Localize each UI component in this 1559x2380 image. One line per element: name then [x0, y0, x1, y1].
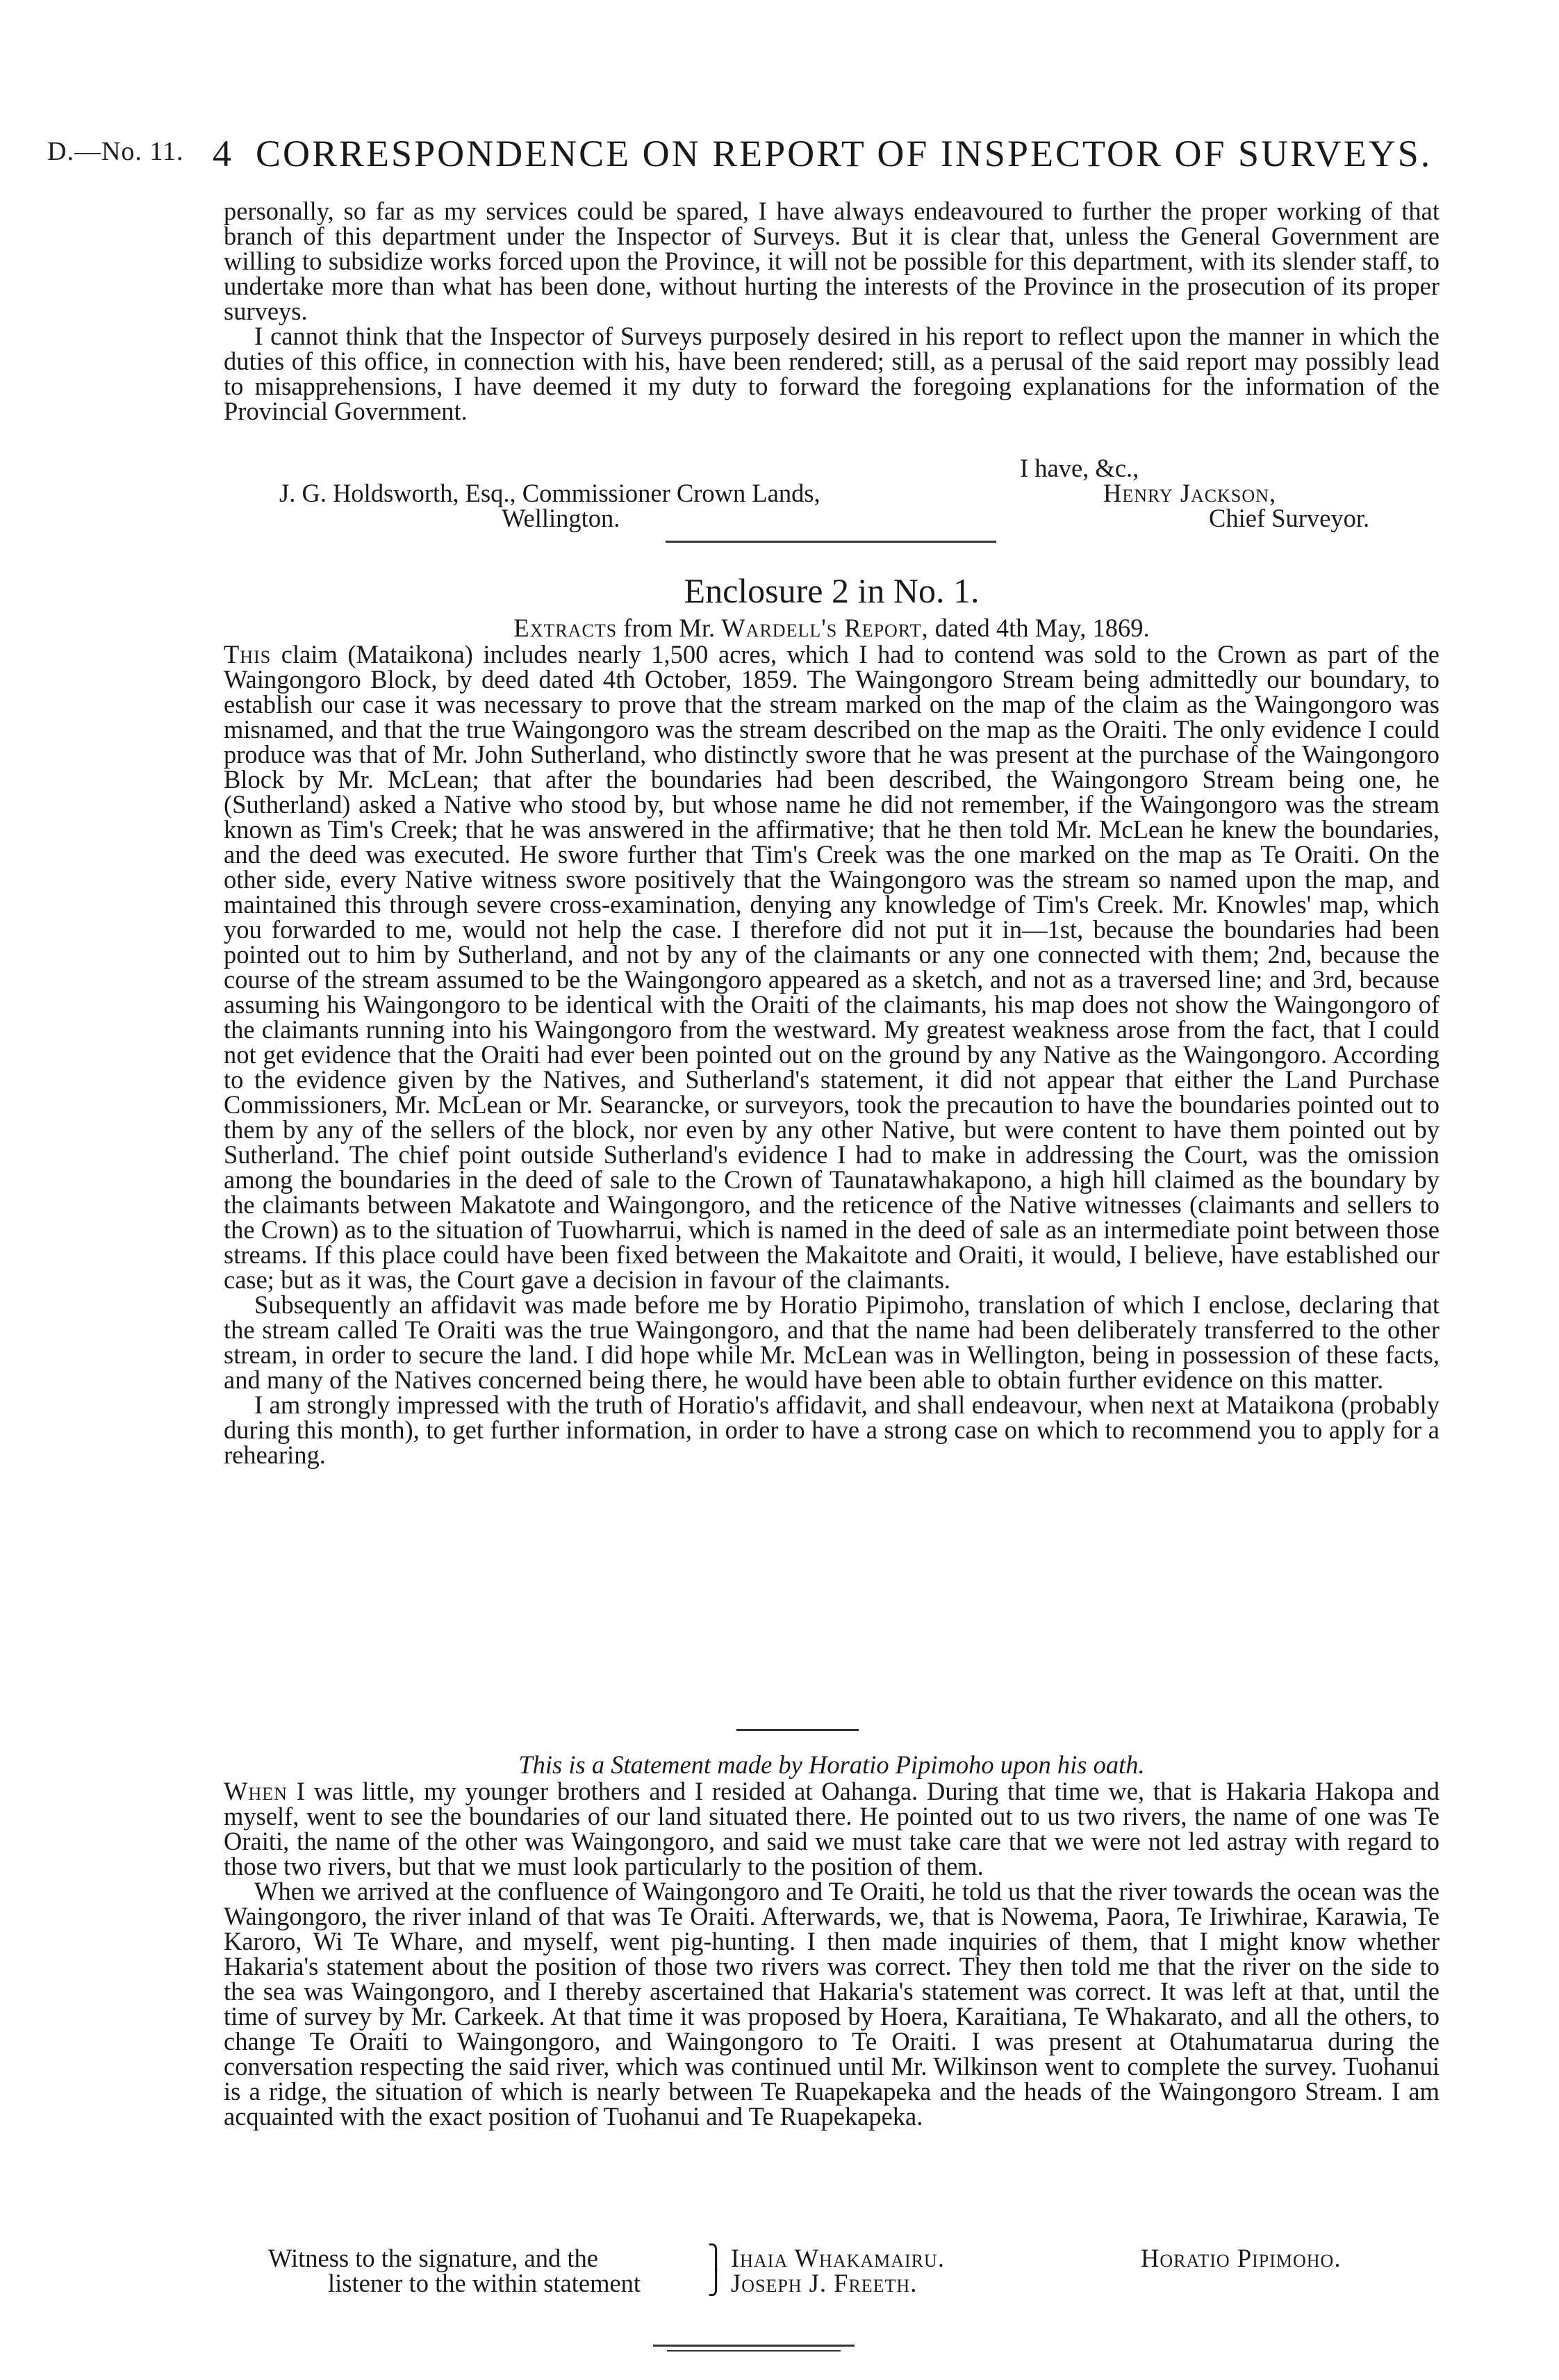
section-divider [666, 541, 996, 543]
letter-paragraph: I cannot think that the Inspector of Surveys purposely desired in his report to reflect upon the manner in which the duties of this office, in connection with his, have been rendered; still, as a perusal of the said report may possibly lead to misapprehensions, I have deemed it my duty to forward the foregoing explanations for the information of the Provincial Government. [224, 322, 1440, 425]
brace-glyph: ⎭ [707, 2270, 725, 2296]
brace-glyph: ⎫ [707, 2245, 725, 2271]
witness-name-1: Ihaia Whakamairu. [731, 2244, 945, 2272]
enclosure-subheading [224, 614, 1440, 642]
enclosure-paragraph: Subsequently an affidavit was made before me by Horatio Pipimoho, translation of which I enclose, declaring that the stream called Te Oraiti was the true Waingongoro, and that the name had been deliberately transferred to the other stream, in order to secure the land. I did hope while Mr. McLean was in Wellington, being in possession of these facts, and many of the Natives concerned being there, he would have been able to obtain further evidence on this matter. [224, 1290, 1440, 1394]
statement-first-word: When [224, 1777, 288, 1805]
statement-paragraph [224, 1779, 1440, 1879]
enclosure-paragraph: I am strongly impressed with the truth of Horatio's affidavit, and shall endeavour, when next at Mataikona (probably during this month), to get further information, in order to have a strong case on which to recommend you to apply for a rehearing. [224, 1390, 1440, 1469]
witness-label-1: Witness to the signature, and the [268, 2244, 598, 2272]
short-divider [736, 1729, 859, 1731]
statement-signatory: Horatio Pipimoho. [1141, 2244, 1342, 2272]
subheading-from: from Mr. [623, 614, 716, 642]
enclosure-paragraph [224, 642, 1440, 1292]
subheading-lead: Extracts [513, 614, 618, 642]
running-header [47, 132, 1444, 181]
witness-name-2: Joseph J. Freeth. [731, 2269, 918, 2297]
statement-title: This is a Statement made by Horatio Pipimoho upon his oath. [518, 1750, 1145, 1779]
letter-signoff [224, 456, 1440, 531]
letter-paragraph: personally, so far as my services could be spared, I have always endeavoured to further the proper working of that branch of this department under the Inspector of Surveys. But it is clear that, unless the General Government are willing to subsidize works forced upon the Province, it will not be possible for this department, with its slender staff, to undertake more than what has been done, without hurting the interests of the Province in the prosecution of its proper surveys. [224, 197, 1440, 325]
addressee-place: Wellington. [502, 504, 620, 532]
subheading-name: Wardell's Report, [721, 614, 929, 642]
addressee: J. G. Holdsworth, Esq., Commissioner Crown Lands, [279, 479, 820, 507]
statement-paragraph: When we arrived at the confluence of Waingongoro and Te Oraiti, he told us that the river towards the ocean was the Waingongoro, the river inland of that was Te Oraiti. Afterwards, we, that is Nowema, Paora, Te Iriwhirae, Karawia, Te Karoro, Wi Te Whare, and myself, went pig-hunting. I then made inquiries of them, that I might know whether Hakaria's statement about the position of those two rivers was correct. They then told me that the river on the side to the sea was Waingongoro, and I thereby ascertained that Hakaria's statement was correct. It was left at that, until the time of survey by Mr. Carkeek. At that time it was proposed by Hoera, Karaitiana, Te Whakarato, and all the others, to change Te Oraiti to Waingongoro, and Waingongoro to Te Oraiti. I was present at Otahumatarua during the conversation respecting the said river, which was continued until Mr. Wilkinson went to complete the survey. Tuohanui is a ridge, the situation of which is nearly between Te Ruapekapeka and the heads of the Waingongoro Stream. I am acquainted with the exact position of Tuohanui and Te Ruapekapeka. [224, 1877, 1440, 2131]
enclosure-paragraph-text: claim (Mataikona) includes nearly 1,500 acres, which I had to contend was sold to the Crown as part of the Waingongoro Block, by deed dated 4th October, 1859. The Waingongoro Stream being admittedly our boundary, to establish our case it was necessary to prove that the stream marked on the map of the claim as the Waingongoro was misnamed, and that the true Waingongoro was the stream described on the map as the Oraiti. The only evidence I could produce was that of Mr. John Sutherland, who distinctly swore that he was present at the purchase of the Waingongoro Block by Mr. McLean; that after the boundaries had been described, the Waingongoro Stream being one, he (Sutherland) asked a Native who stood by, but whose name he did not remember, if the Waingongoro was the stream known as Tim's Creek; that he was answered in the affirmative; that he then told Mr. McLean he knew the boundaries, and the deed was executed. He swore further that Tim's Creek was the one marked on the map as Te Oraiti. On the other side, every Native witness swore positively that the Waingongoro was the stream so named upon the map, and maintained this through severe cross-examination, denying any knowledge of Tim's Creek. Mr. Knowles' map, which you forwarded to me, would not help the case. I therefore did not put it in—1st, because the boundaries had been pointed out to him by Sutherland, and not by any of the claimants or any one connected with them; 2nd, because the course of the stream assumed to be the Waingongoro appeared as a sketch, and not as a traversed line; and 3rd, because assuming his Waingongoro to be identical with the Oraiti of the claimants, his map does not show the Waingongoro of the claimants running into his Waingongoro from the westward. My greatest weakness arose from the fact, that I could not get evidence that the Oraiti had ever been pointed out on the ground by any Native as the Waingongoro. According to the evidence given by the Natives, and Sutherland's statement, it did not appear that either the Land Purchase Commissioners, Mr. McLean or Mr. Searancke, or surveyors, took the precaution to have the boundaries pointed out to them by any of the sellers of the block, nor even by any other Native, but were content to have them pointed out by Sutherland. The chief point outside Sutherland's evidence I had to make in addressing the Court, was the omission among the boundaries in the deed of sale to the Crown of Taunatawhakapono, a high hill claimed as the boundary by the claimants between Makatote and Waingongoro, and the reticence of the Native witnesses (claimants and sellers to the Crown) as to the situation of Tuowharrui, which is named in the deed of sale as an intermediate point between those streams. If this place could have been fixed between the Makaitote and Oraiti, it would, I believe, have established our case; but as it was, the Court gave a decision in favour of the claimants. [224, 640, 1440, 1294]
witness-label-2: listener to the within statement [328, 2269, 641, 2297]
document-reference: D.—No. 11. [47, 137, 184, 166]
subheading-date: dated 4th May, 1869. [934, 614, 1150, 642]
end-divider [653, 2345, 855, 2347]
enclosure-heading: Enclosure 2 in No. 1. [684, 571, 980, 610]
letter-body [224, 199, 1440, 424]
witness-block [224, 2246, 1440, 2296]
enclosure-first-word: This [224, 640, 272, 668]
statement-paragraph-text: I was little, my younger brothers and I resided at Oahanga. During that time we, that is Hakaria Hakopa and myself, went to see the boundaries of our land situated there. He pointed out to us two rivers, the name of one was Te Oraiti, the name of the other was Waingongoro, and said we must take care that we were not led astray with regard to those two rivers, but that we must look particularly to the position of them. [224, 1777, 1440, 1880]
closing-formula: I have, &c., [1020, 454, 1139, 482]
page-title: CORRESPONDENCE ON REPORT OF INSPECTOR OF SURVEYS. [256, 133, 1433, 174]
end-divider-lower [667, 2350, 841, 2352]
signer-name: Henry Jackson, [1103, 479, 1277, 507]
signer-title: Chief Surveyor. [1209, 504, 1370, 532]
statement-body [224, 1779, 1440, 2129]
enclosure-body [224, 642, 1440, 1468]
page-number: 4 [213, 133, 231, 174]
